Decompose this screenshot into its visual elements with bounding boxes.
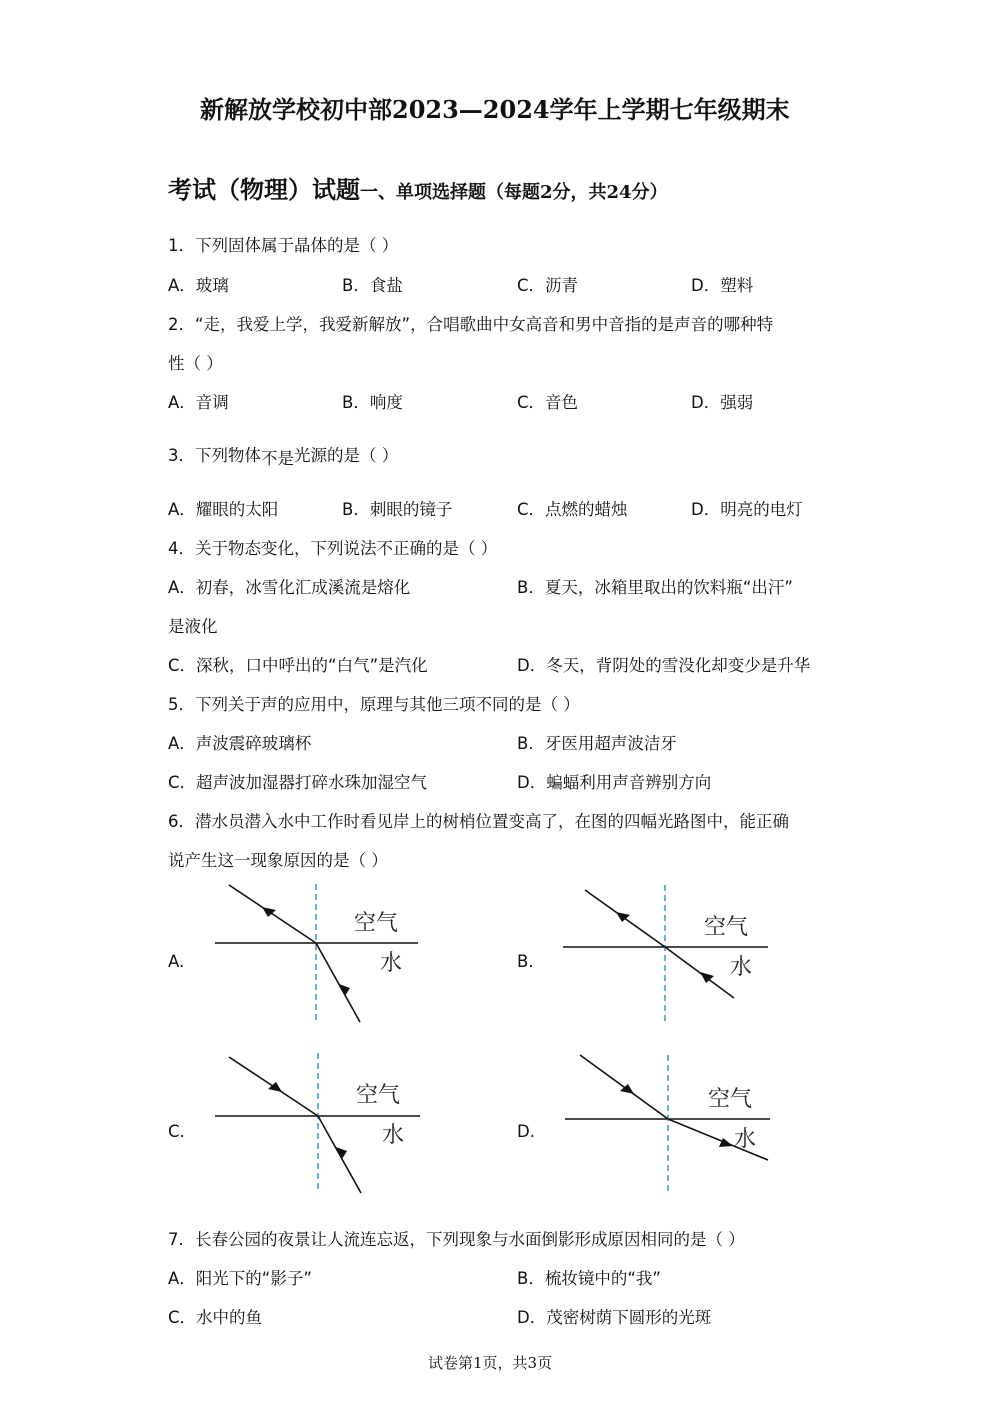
question-2-option-c: C．音色 bbox=[517, 393, 579, 412]
question-6-stem-line1: 6．潜水员潜入水中工作时看见岸上的树梢位置变高了，在图的四幅光路图中，能正确 bbox=[168, 812, 789, 831]
question-2-option-b: B．响度 bbox=[342, 393, 403, 412]
diagram-d bbox=[565, 1055, 770, 1194]
question-4-option-a: A．初春，冰雪化汇成溪流是熔化 bbox=[168, 578, 411, 597]
question-1-option-b: B．食盐 bbox=[342, 276, 403, 295]
question-7-option-d: D．茂密树荫下圆形的光斑 bbox=[517, 1308, 712, 1327]
question-7-option-b: B．梳妆镜中的“我” bbox=[517, 1269, 661, 1288]
question-3-stem-pre: 3．下列物体 bbox=[168, 446, 261, 465]
question-6-option-c: C. bbox=[168, 1122, 185, 1141]
diagram-b-water-label: 水 bbox=[730, 955, 753, 980]
question-5-option-b: B．牙医用超声波洁牙 bbox=[517, 734, 677, 753]
diagram-b-air-label: 空气 bbox=[704, 915, 749, 940]
question-4-option-b: B．夏天，冰箱里取出的饮料瓶“出汗” bbox=[517, 578, 793, 597]
question-5-stem: 5．下列关于声的应用中，原理与其他三项不同的是（ ） bbox=[168, 695, 580, 714]
question-3-option-a: A．耀眼的太阳 bbox=[168, 500, 279, 519]
question-2-option-d: D．强弱 bbox=[691, 393, 754, 412]
question-3-option-d: D．明亮的电灯 bbox=[691, 500, 803, 519]
question-4-option-c: C．深秋，口中呼出的“白气”是汽化 bbox=[168, 656, 428, 675]
question-6-option-a: A. bbox=[168, 952, 185, 971]
question-7-stem: 7．长春公园的夜景让人流连忘返，下列现象与水面倒影形成原因相同的是（ ） bbox=[168, 1230, 745, 1249]
question-3-stem-post: 光源的是（ ） bbox=[294, 446, 399, 465]
question-4-option-d: D．冬天，背阴处的雪没化却变少是升华 bbox=[517, 656, 811, 675]
question-3-option-b: B．刺眼的镜子 bbox=[342, 500, 453, 519]
question-5-option-a: A．声波震碎玻璃杯 bbox=[168, 734, 312, 753]
question-2-stem-line2: 性（ ） bbox=[168, 354, 223, 373]
diagram-b bbox=[563, 885, 768, 1022]
question-1-option-d: D．塑料 bbox=[691, 276, 754, 295]
question-1-stem: 1．下列固体属于晶体的是（ ） bbox=[168, 236, 399, 255]
section-heading: 一、单项选择题（每题2分，共24分） bbox=[360, 182, 668, 203]
question-4-stem: 4．关于物态变化，下列说法不正确的是（ ） bbox=[168, 539, 498, 558]
question-4-option-b-cont: 是液化 bbox=[168, 617, 218, 636]
question-6-option-d: D. bbox=[517, 1122, 535, 1141]
diagram-d-air-label: 空气 bbox=[708, 1087, 753, 1112]
page-footer: 试卷第1页，共3页 bbox=[428, 1354, 553, 1372]
diagram-c bbox=[215, 1053, 420, 1193]
question-6-stem-line2: 说产生这一现象原因的是（ ） bbox=[168, 851, 388, 870]
question-3-emphasis: 不是 bbox=[261, 449, 294, 468]
exam-title-subject: 考试（物理）试题 bbox=[168, 175, 360, 204]
question-7-option-a: A．阳光下的“影子” bbox=[168, 1269, 312, 1288]
exam-title-line1: 新解放学校初中部2023—2024学年上学期七年级期末 bbox=[200, 95, 790, 124]
question-5-option-d: D．蝙蝠利用声音辨别方向 bbox=[517, 773, 712, 792]
diagram-c-air-label: 空气 bbox=[356, 1083, 401, 1108]
question-2-option-a: A．音调 bbox=[168, 393, 229, 412]
question-7-option-c: C．水中的鱼 bbox=[168, 1308, 263, 1327]
question-2-stem-line1: 2．“走，我爱上学，我爱新解放”，合唱歌曲中女高音和男中音指的是声音的哪种特 bbox=[168, 315, 774, 334]
question-5-option-c: C．超声波加湿器打碎水珠加湿空气 bbox=[168, 773, 428, 792]
question-6-option-b: B. bbox=[517, 952, 534, 971]
diagram-c-water-label: 水 bbox=[382, 1123, 405, 1148]
diagram-a-air-label: 空气 bbox=[354, 911, 399, 936]
diagram-a-water-label: 水 bbox=[380, 951, 403, 976]
diagram-d-water-label: 水 bbox=[734, 1127, 757, 1152]
diagram-a bbox=[215, 884, 418, 1022]
question-3-option-c: C．点燃的蜡烛 bbox=[517, 500, 628, 519]
question-1-option-c: C．沥青 bbox=[517, 276, 579, 295]
question-1-option-a: A．玻璃 bbox=[168, 276, 229, 295]
